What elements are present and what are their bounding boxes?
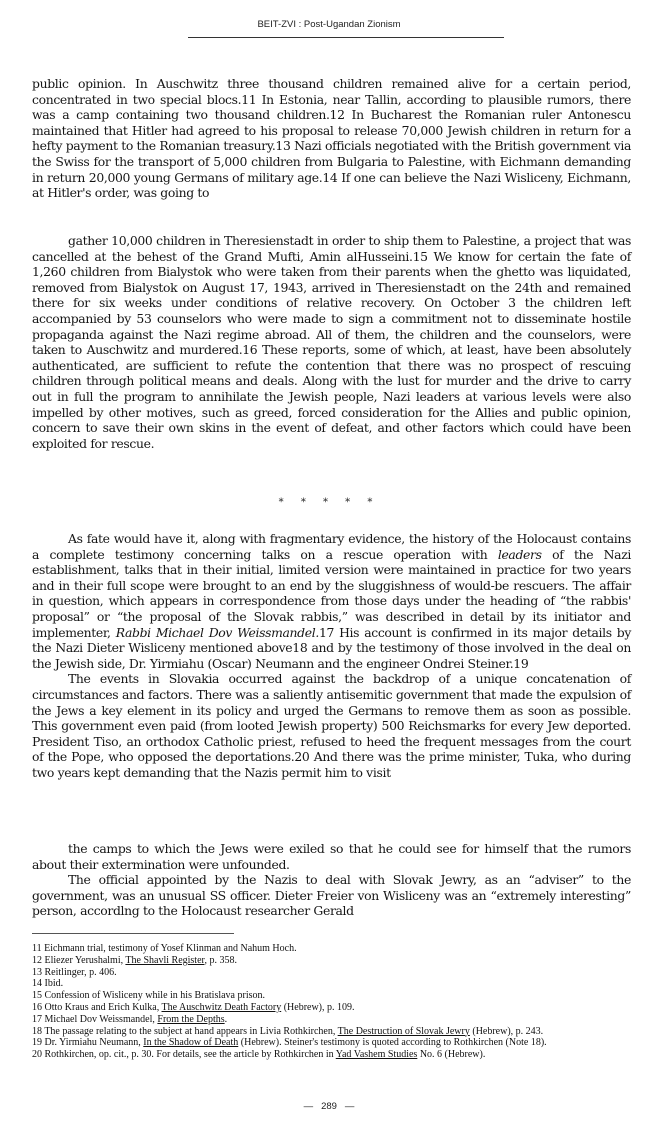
footnote-text: No. 6 (Hebrew). [417,1049,486,1061]
footnote [32,1002,642,1014]
paragraph-camps [32,841,631,919]
paragraph-rescue-talks [32,531,631,781]
header-rule [188,37,504,38]
footnote-title: In the Shadow of Death [143,1037,239,1049]
paragraph-wisliceny: The official appointed by the Nazis to deal with Slovak Jewry, as an “adviser” to the government, was an unusual SS officer. Dieter Freier von Wisliceny was an “extremely interesting” person, accordlng to the Holocaust researcher Gerald [32,872,631,919]
footnote-title: From the Depths [157,1013,225,1025]
footnote-text: 12 Eliezer Yerushalmi, [32,954,126,966]
footnote-text: . [224,1013,228,1025]
paragraph-text: gather 10,000 children in Theresienstadt in order to ship them to Palestine, a project that was cancelled at the behest of the Grand Mufti, Amin alHusseini.15 We know for certain the fate of 1,260 children from Bialystok who were taken from their parents when the ghetto was liquidated, removed from Bialystok on August 17, 1943, arrived in Theresienstadt on the 24th and remained there for six weeks under conditions of relative recovery. On October 3 the children left accompanied by 53 counselors who were made to sign a commitment not to disseminate hostile propaganda against the Nazi regime abroad. All of them, the children and the counselors, were taken to Auschwitz and murdered.16 These reports, some of which, at least, have been absolutely authenticated, are sufficient to refute the contention that there was no prospect of rescuing children through political means and deals. Along with the lust for murder and the drive to carry out in full the program to annihilate the Jewish people, Nazi leaders at various levels were also impelled by other motives, such as greed, forced consideration for the Allies and public opinion, concern to save their own skins in the event of defeat, and other factors which could have been exploited for rescue. [32,233,631,451]
footnote-title: Yad Vashem Studies [335,1049,418,1061]
footnote [32,978,642,990]
footnote-text: 20 Rothkirchen, op. cit., p. 30. For details, see the article by Rothkirchen in [32,1049,336,1061]
footnote [32,1026,642,1038]
footnote-text: , p. 358. [204,954,237,966]
paragraph-public-opinion [32,76,631,201]
footnote [32,1037,642,1049]
footnote-text: 16 Otto Kraus and Erich Kulka, [32,1001,162,1013]
paragraph-slovakia: The events in Slovakia occurred against the backdrop of a unique concatenation of circumstances and factors. There was a saliently antisemitic government that made the expulsion of the Jews a key element in its policy and urged the Germans to remove them as soon as possible. This government even paid (from looted Jewish property) 500 Reichsmarks for every Jew deported. President Tiso, an orthodox Catholic priest, refused to heed the frequent messages from the court of the Pope, who opposed the deportations.20 And there was the prime minister, Tuka, who during two years kept demanding that the Nazis permit him to visit [32,671,631,780]
footnote [32,967,642,979]
footnote-title: The Destruction of Slovak Jewry [337,1025,470,1037]
paragraph-text: public opinion. In Auschwitz three thousand children remained alive for a certain period, concentrated in two special blocs.11 In Estonia, near Tallin, according to plausible rumors, there was a camp containing two thousand children.12 In Bucharest the Romanian ruler Antonescu maintained that Hitler had agreed to his proposal to release 70,000 Jewish children in return for a hefty payment to the Romanian treasury.13 Nazi officials negotiated with the British government via the Swiss for the transport of 5,000 children from Bulgaria to Palestine, with Eichmann demanding in return 20,000 young Germans of military age.14 If one can believe the Nazi Wisliceny, Eichmann, at Hitler's order, was going to [32,76,632,201]
footnote-text: (Hebrew), p. 109. [281,1001,355,1013]
footnote-text: 17 Michael Dov Weissmandel, [32,1013,158,1025]
running-header: BEIT-ZVI : Post-Ugandan Zionism [257,19,401,30]
footnote-rule [32,933,234,934]
footnote [32,1014,642,1026]
section-separator: * * * * * [278,497,380,508]
paragraph-theresienstadt [32,233,631,451]
footnote-text: 19 Dr. Yirmiahu Neumann, [32,1037,144,1049]
page-number: — 289 — [303,1101,355,1112]
footnote-text: 11 Eichmann trial, testimony of Yosef Klinman and Nahum Hoch. [32,943,297,954]
paragraph-text: the camps to which the Jews were exiled so that he could see for himself that the rumors about their extermination were unfounded. [32,841,631,872]
footnote-title: The Shavli Register [125,954,205,966]
footnote [32,955,642,967]
footnote-text: 15 Confession of Wisliceny while in his Bratislava prison. [32,990,265,1002]
footnotes [32,943,642,1061]
text-span: 17 His account is confirmed in its major details by the Nazi Dieter Wisliceny mentioned above18 and by the testimony of those involved in the deal on the Jewish side, Dr. Yirmiahu (Oscar) Neumann and the engineer Ondrei Steiner.19 [32,624,632,671]
italic-span: Rabbi Michael Dov Weissmandel. [115,624,319,640]
footnote-text: (Hebrew). Steiner's testimony is quoted according to Rothkirchen (Note 18). [238,1037,547,1049]
footnote [32,943,642,955]
footnote-text: (Hebrew), p. 243. [469,1025,544,1037]
footnote [32,1049,642,1061]
paragraph-text [32,531,631,671]
footnote [32,990,642,1002]
text-span: As fate would have it, along with fragmentary evidence, the history of the Holocaust contains a complete testimony concerning talks on a rescue operation with [32,531,631,562]
italic-span: leaders [497,546,542,562]
footnote-text: 18 The passage relating to the subject at hand appears in Livia Rothkirchen, [32,1025,338,1037]
footnote-title: The Auschwitz Death Factory [161,1001,282,1013]
footnote-text: 13 Reitlinger, p. 406. [32,966,117,978]
footnote-text: 14 Ibid. [32,978,64,990]
text-span: of the Nazi establishment, talks that in their initial, limited version were maintained in practice for two years and in their full scope were brought to an end by the sluggishness of would-be rescuers. The affair in question, which appears in correspondence from those days under the heading of “the rabbis' proposal” or “the proposal of the Slovak rabbis,” was described in detail by its initiator and implementer, [32,546,631,640]
